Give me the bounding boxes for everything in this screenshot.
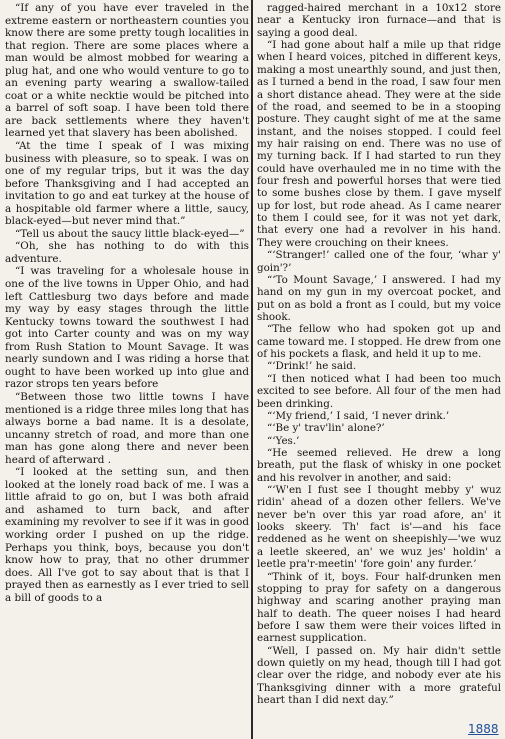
paragraph: “I was traveling for a wholesale house in one of the live towns in Upper Ohio, and had left Cattlesburg two days before and made my way by easy stages through the little Kentucky towns toward the southwest I had got into Carter county and was on my way from Rush Station to Mount Savage. It was nearly sundown and I was riding a horse that ought to have been worked up into glue and razor strops ten years before bbox=[5, 265, 249, 391]
paragraph: “I then noticed what I had been too much excited to see before. All four of the men had been drinking. bbox=[257, 372, 501, 410]
paragraph: “‘Stranger!’ called one of the four, ‘whar y' goin'?’ bbox=[257, 249, 501, 274]
column-divider bbox=[251, 0, 253, 739]
paragraph: “‘To Mount Savage,’ I answered. I had my hand on my gun in my overcoat pocket, and put on as bold a front as I could, but my voice shook. bbox=[257, 273, 501, 323]
paragraph: “‘My friend,’ I said, ‘I never drink.’ bbox=[267, 409, 450, 422]
paragraph: ragged-haired merchant in a 10x12 store near a Kentucky iron furnace—and that is saying a good deal. bbox=[257, 2, 501, 39]
paragraph: “I looked at the setting sun, and then looked at the lonely road back of me. I was a little afraid to go on, but I was both afraid and ashamed to turn back, and after examining my revolver to see if it was in good working order I pushed on up the ridge. Perhaps you think, boys, because you don't know how to pray, that no other drummer does. All I've got to say about that is that I prayed then as earnestly as I ever tried to sell a bill of goods to a bbox=[5, 466, 249, 604]
paragraph: “I had gone about half a mile up that ridge when I heard voices, pitched in different keys, making a most unearthly sound, and just then, as I turned a bend in the road, I saw four men a short distance ahead. They were at the side of the road, and seemed to be in a stooping posture. They caught sight of me at the same instant, and the noises stopped. I could feel my hair raising on end. There was no use of my turning back. If I had started to run they could have overhauled me in no time with the four fresh and powerful horses that were tied to some bushes close by them. I gave myself up for lost, but rode ahead. As I came nearer to them I could see, for it was not yet dark, that every one had a revolver in his hand. They were crouching on their knees. bbox=[257, 39, 501, 249]
year-link[interactable]: 1888 bbox=[468, 722, 499, 736]
paragraph: “‘Be y' trav'lin' alone?’ bbox=[267, 422, 385, 435]
paragraph: “Oh, she has nothing to do with this adventure. bbox=[5, 240, 249, 265]
paragraph: “At the time I speak of I was mixing business with pleasure, so to speak. I was on one of my regular trips, but it was the day before Thanksgiving and I had accepted an invitation to go and eat turkey at the house of a hospitable old farmer where a little, saucy, black-eyed—but never mind that.” bbox=[5, 140, 249, 228]
paragraph: “Tell us about the saucy little black-eyed—” bbox=[15, 227, 245, 240]
paragraph: “‘Yes.’ bbox=[267, 434, 300, 447]
paragraph: “Between those two little towns I have mentioned is a ridge three miles long that has always borne a bad name. It is a desolate, uncanny stretch of road, and more than one man has gone along there and never been heard of afterward . bbox=[5, 390, 249, 466]
paragraph: “If any of you have ever traveled in the extreme eastern or northeastern counties you know there are some pretty tough localities in that region. There are some places where a man would be almost mobbed for wearing a plug hat, and one who would venture to go to an evening party wearing a swallow-tailed coat or a white necktie would be pitched into a barrel of soft soap. I have been told there are back settlements where they haven't learned yet that slavery has been abolished. bbox=[5, 2, 249, 140]
paragraph: “‘Drink!’ he said. bbox=[267, 360, 357, 373]
paragraph: “He seemed relieved. He drew a long breath, put the flask of whisky in one pocket and his revolver in another, and said: bbox=[257, 446, 501, 484]
paragraph: “Well, I passed on. My hair didn't settle down quietly on my head, though till I had got clear over the ridge, and nobody ever ate his Thanksgiving dinner with a more grateful heart than I did next day.” bbox=[257, 644, 501, 707]
left-column bbox=[5, 2, 249, 604]
paragraph: “Think of it, boys. Four half-drunken men stopping to pray for safety on a dangerous highway and scaring another praying man half to death. The queer noises I had heard before I saw them were their voices lifted in earnest supplication. bbox=[257, 570, 501, 645]
paragraph: “‘W'en I fust see I thought mebby y' wuz ridin' ahead of a dozen other fellers. We've never be'n over this yar road afore, an' it looks skeery. Th' fact is'—and his face reddened as he went on sheepishly—'we wuz a leetle skeered, an' we wuz jes' holdin' a leetle pra'r-meetin' 'fore goin' any furder.’ bbox=[257, 484, 501, 571]
right-column bbox=[257, 2, 501, 706]
paragraph: “The fellow who had spoken got up and came toward me. I stopped. He drew from one of his pockets a flask, and held it up to me. bbox=[257, 323, 501, 361]
